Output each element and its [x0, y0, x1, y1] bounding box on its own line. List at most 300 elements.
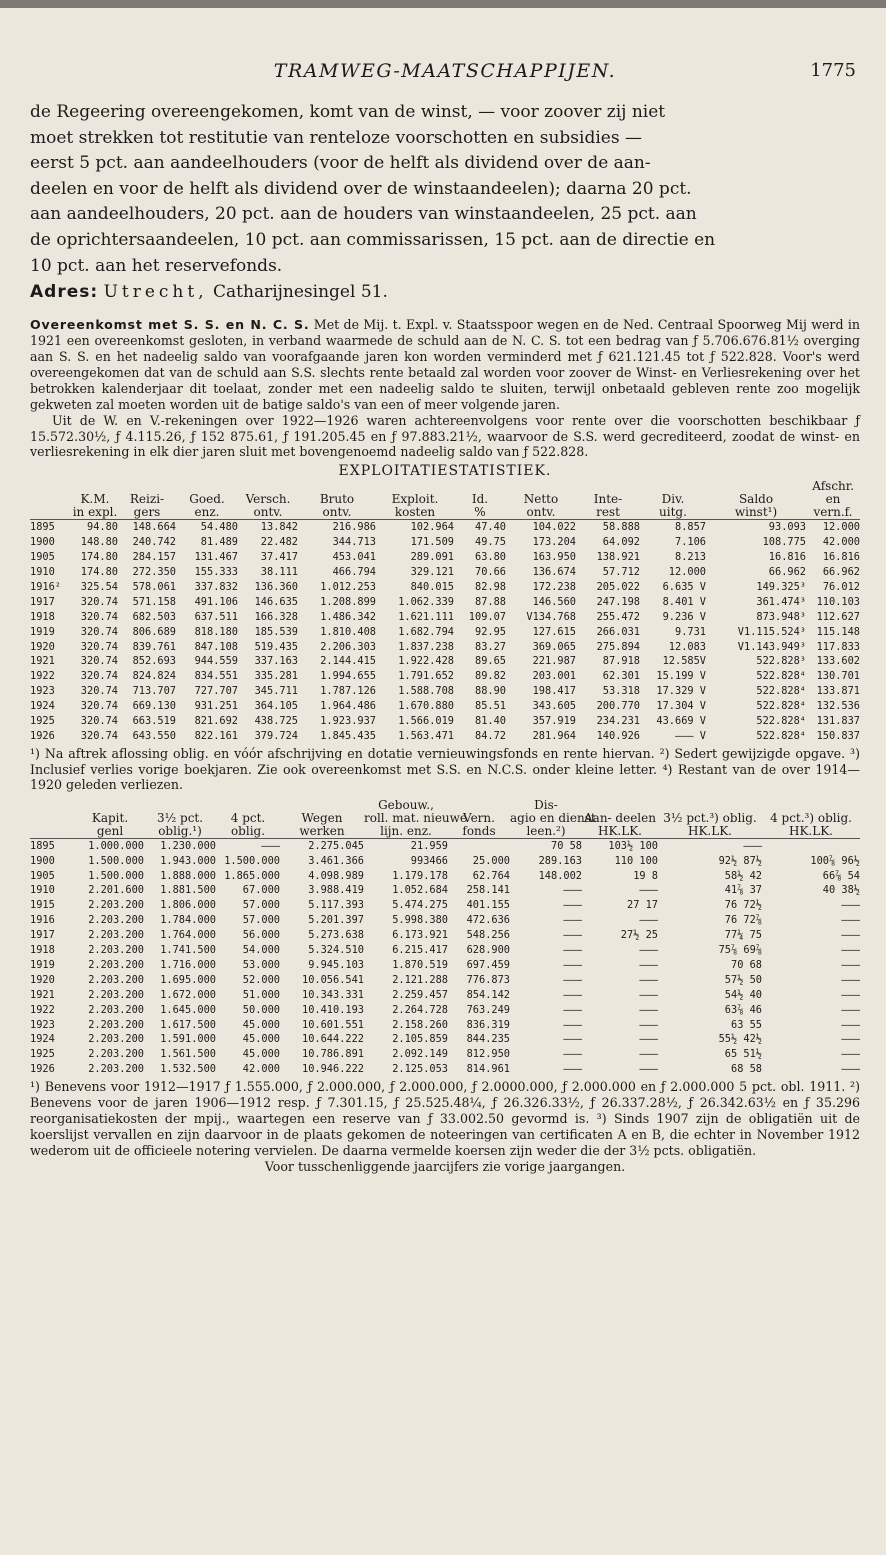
table-cell: 2.203.200 — [88, 914, 144, 927]
table-cell: 131.837 — [816, 715, 861, 728]
table-cell: 93.093 — [768, 521, 806, 534]
table-cell: 10.601.551 — [302, 1018, 364, 1031]
table2-header-cell: genl — [76, 825, 144, 839]
table-cell: 1.865.000 — [224, 869, 280, 882]
table-cell: ——— — [563, 899, 582, 912]
table2-header-cell: 3½ pct.³) oblig. — [663, 810, 757, 825]
table-cell: 45.000 — [242, 1033, 280, 1046]
table1-header-cell — [30, 506, 72, 520]
table-cell: 763.249 — [466, 1003, 510, 1016]
table-cell: 109.07 — [468, 610, 506, 623]
table-cell: 174.80 — [80, 566, 118, 579]
table-cell: 17.329 V — [656, 685, 706, 698]
table-cell: 92½ 87½ — [718, 854, 762, 867]
table-cell: ——— — [563, 944, 582, 957]
table-cell: 812.950 — [466, 1048, 510, 1061]
table-cell: 2.203.200 — [88, 899, 144, 912]
table-cell: 64.092 — [602, 536, 640, 549]
year-cell: 1920 — [30, 640, 55, 653]
table-cell: 320.74 — [80, 730, 118, 742]
table-row — [30, 565, 860, 580]
table1-header-cell: uitg. — [640, 506, 706, 520]
table-cell: 1.588.708 — [398, 685, 454, 698]
address-line — [30, 279, 860, 305]
table-cell: 2.203.200 — [88, 988, 144, 1001]
table-cell: 1.672.000 — [160, 988, 216, 1001]
year-cell: 1921 — [30, 655, 55, 668]
table-cell: ——— — [563, 1048, 582, 1061]
table-cell: 76 72½ — [724, 899, 762, 912]
table-cell: 2.203.200 — [88, 1003, 144, 1016]
table-cell: 1.837.238 — [398, 640, 454, 653]
table-cell: 54.480 — [200, 521, 238, 534]
table-cell: 2.259.457 — [392, 988, 448, 1001]
table-cell: 854.142 — [466, 988, 510, 1001]
table-cell: ——— — [841, 973, 860, 986]
table1-header-cell: vern.f. — [806, 506, 860, 520]
table-row — [30, 610, 860, 625]
table1-header-cell: gers — [118, 506, 176, 520]
intro-paragraph — [30, 100, 860, 279]
table-cell: ——— — [639, 944, 658, 957]
table-cell: ——— — [563, 914, 582, 927]
table-cell: 89.82 — [475, 670, 506, 683]
table-cell: 5.998.380 — [392, 914, 448, 927]
table-cell: 70 58 — [551, 839, 582, 852]
table-cell: 289.091 — [410, 551, 454, 564]
scan-edge — [0, 0, 886, 8]
table-cell: 45.000 — [242, 1048, 280, 1061]
table-cell: ——— — [841, 944, 860, 957]
table-row — [30, 654, 860, 669]
table-cell: 840.015 — [410, 580, 454, 593]
table-cell: 247.198 — [596, 595, 640, 608]
table-cell: 697.459 — [466, 958, 510, 971]
table2-header-cell: 3½ pct. — [156, 810, 204, 825]
table-cell: 836.319 — [466, 1018, 510, 1031]
table2-header-cell: Vern. — [463, 810, 495, 825]
table2-header-cell: HK.LK. — [658, 825, 762, 839]
table-cell: 70 68 — [731, 958, 762, 971]
year-cell: 1924 — [30, 700, 55, 713]
table-cell: ——— — [639, 1003, 658, 1016]
table-cell: ——— — [639, 1033, 658, 1046]
table-cell: 7.106 — [675, 536, 706, 549]
table-cell: 108.775 — [762, 536, 806, 549]
table-cell: 852.693 — [132, 655, 176, 668]
table-cell: 847.108 — [194, 640, 238, 653]
table-cell: ——— — [563, 973, 582, 986]
table1-header-cell: en — [825, 492, 841, 507]
table-cell: 27½ 25 — [620, 929, 658, 942]
table-cell: 258.141 — [466, 884, 510, 897]
table-cell: 320.74 — [80, 670, 118, 683]
table-cell: 19 8 — [633, 869, 658, 882]
table2-header-cell: oblig.¹) — [144, 825, 216, 839]
table-cell: 81.489 — [200, 536, 238, 549]
table2-header-cell: agio en dienst — [510, 810, 596, 825]
table-row — [30, 988, 860, 1003]
table-cell: 466.794 — [332, 566, 376, 579]
year-cell: 1926 — [30, 1063, 55, 1076]
table-cell: 15.199 V — [656, 670, 706, 683]
table-cell: 10.343.331 — [302, 988, 364, 1001]
table-cell: 81.40 — [475, 715, 506, 728]
table2-header-cell — [30, 812, 76, 825]
table1-header-cell: Div. — [661, 492, 685, 507]
table-cell: 67.000 — [242, 884, 280, 897]
table-cell: ——— — [563, 884, 582, 897]
table-cell: 1.500.000 — [88, 854, 144, 867]
table-cell: ——— — [563, 1018, 582, 1031]
table-cell: 63⅞ 46 — [724, 1003, 762, 1016]
table-cell: 58½ 42 — [724, 869, 762, 882]
table-cell: ——— — [841, 914, 860, 927]
table2-header-cell: Wegen — [301, 810, 343, 825]
page-number: 1775 — [810, 60, 856, 81]
table2-header-cell: Aan- deelen — [584, 810, 656, 825]
table2-header-cell — [582, 799, 658, 812]
table-cell: 51.000 — [242, 988, 280, 1001]
agreement-paragraph-2: Uit de W. en V.-rekeningen over 1922—1926 waren achtereenvolgens voor rente over die voorschotten beschikbaar ƒ 15.572.30½, ƒ 4.115.26, ƒ 152 875.61, ƒ 191.205.45 en ƒ 97.883.21½, waarvoor de S.S. werd gecrediteerd, zoodat de winst- en verliesrekening in elk dier jaren sluit met bovengenoemd nadeelig saldo van ƒ 522.828. — [30, 412, 860, 460]
table1-header-cell: ontv. — [506, 506, 576, 520]
table-cell: 148.664 — [132, 521, 176, 534]
agreement-text: Met de Mij. t. Expl. v. Staatsspoor wegen en de Ned. Centraal Spoorweg Mij werd in 1921 een overeenkomst gesloten, in verband waarmede de schuld aan de N. C. S. tot een bedrag van ƒ 5.706.676.81½ overging aan S. S. en het nadeelig saldo van voorafgaande jaren kon worden verminderd met ƒ 621.121.45 tot ƒ 522.828. Voor's werd overeengekomen dat van de schuld aan S.S. slechts rente betaald zal worden voor zoover de Winst- en Verliesrekening over het betrokken kalenderjaar dit toelaat, zonder met een nadeelig saldo te sluiten, terwijl onbetaald gebleven rente zoo mogelijk gekweten zal moeten worden uit de batige saldo's van een of meer volgende jaren. — [30, 317, 860, 412]
table-cell: 62.764 — [472, 869, 510, 882]
table-cell: ——— — [639, 988, 658, 1001]
table-cell: 1.994.655 — [320, 670, 376, 683]
year-cell: 1895 — [30, 839, 55, 852]
table-cell: 320.74 — [80, 625, 118, 638]
table-row — [30, 869, 860, 884]
table2-header-cell: leen.²) — [510, 825, 582, 839]
year-cell: 1916² — [30, 580, 61, 593]
table-row — [30, 1003, 860, 1018]
table-cell: 127.615 — [532, 625, 576, 638]
table-cell: 806.689 — [132, 625, 176, 638]
table-cell: 1.784.000 — [160, 914, 216, 927]
table-cell: 1.787.126 — [320, 685, 376, 698]
table-cell: 8.213 — [675, 551, 706, 564]
table-cell: 57.000 — [242, 899, 280, 912]
address-label: Adres: — [30, 282, 99, 303]
table-row — [30, 898, 860, 913]
table-cell: 38.111 — [260, 566, 298, 579]
table-cell: 1.532.500 — [160, 1063, 216, 1076]
table-cell: 2.203.200 — [88, 958, 144, 971]
table-cell: 53.000 — [242, 958, 280, 971]
table-cell: 70.66 — [475, 566, 506, 579]
table-cell: 10.644.222 — [302, 1033, 364, 1046]
table-cell: 289.163 — [538, 854, 582, 867]
table-cell: 87.918 — [602, 655, 640, 668]
table-cell: 1.764.000 — [160, 929, 216, 942]
table-cell: 16.816 — [768, 551, 806, 564]
table-cell: 519.435 — [254, 640, 298, 653]
year-cell: 1905 — [30, 551, 55, 564]
table-cell: 174.80 — [80, 551, 118, 564]
table-cell: 281.964 — [532, 730, 576, 742]
table-row — [30, 928, 860, 943]
table-cell: 136.674 — [532, 566, 576, 579]
table-cell: 22.482 — [260, 536, 298, 549]
table-cell: 1.566.019 — [398, 715, 454, 728]
table-cell: 325.54 — [80, 580, 118, 593]
table-cell: ——— — [639, 1048, 658, 1061]
table2-header-cell: Kapit. — [91, 810, 129, 825]
table1-header-cell: in expl. — [72, 505, 118, 520]
table-cell: 628.900 — [466, 944, 510, 957]
table-cell: 1.645.000 — [160, 1003, 216, 1016]
table-cell: 320.74 — [80, 715, 118, 728]
table-cell: 578.061 — [132, 580, 176, 593]
table-cell: 335.281 — [254, 670, 298, 683]
table-cell: 3.988.419 — [308, 884, 364, 897]
table-cell: 713.707 — [132, 685, 176, 698]
table1-header-cell: Goed. — [189, 492, 225, 507]
table-cell: 54.000 — [242, 944, 280, 957]
table-cell: 329.121 — [410, 566, 454, 579]
table-cell: 104.022 — [532, 521, 576, 534]
table2-header-cell: oblig. — [216, 825, 280, 839]
table-cell: 103½ 100 — [608, 839, 658, 852]
table-row — [30, 625, 860, 640]
table-cell: 821.692 — [194, 715, 238, 728]
year-cell: 1923 — [30, 1018, 55, 1031]
intro-line: 10 pct. aan het reservefonds. — [30, 255, 283, 276]
table-cell: 272.350 — [132, 566, 176, 579]
table2-header-cell — [30, 825, 76, 839]
table-cell: 834.551 — [194, 670, 238, 683]
table-cell: V1.115.524³ — [737, 625, 806, 638]
table-cell: 337.832 — [194, 580, 238, 593]
intro-line: deelen en voor de helft als dividend over de winstaandeelen); daarna 20 pct. — [30, 178, 692, 199]
table-cell: 10.786.891 — [302, 1048, 364, 1061]
table-cell: 200.770 — [596, 700, 640, 713]
table-cell: 2.203.200 — [88, 1048, 144, 1061]
year-cell: 1905 — [30, 869, 55, 882]
table-cell: 663.519 — [132, 715, 176, 728]
table-cell: ——— — [639, 1063, 658, 1076]
table-cell: 320.74 — [80, 655, 118, 668]
table-cell: 130.701 — [816, 670, 861, 683]
table-cell: 1.617.500 — [160, 1018, 216, 1031]
table-cell: 1.052.684 — [392, 884, 448, 897]
table-cell: 1.741.500 — [160, 944, 216, 957]
table1-header-cell: Inte- — [593, 492, 623, 507]
table-cell: 1.964.486 — [320, 700, 376, 713]
table-row — [30, 1032, 860, 1047]
footer-note: Voor tusschenliggende jaarcijfers zie vorige jaargangen. — [264, 1158, 626, 1174]
table-cell: 66⅞ 54 — [822, 869, 860, 882]
table-row — [30, 520, 860, 535]
table2-header-cell: HK.LK. — [582, 825, 658, 839]
table-cell: 2.206.303 — [320, 640, 376, 653]
table-cell: ——— — [563, 929, 582, 942]
table-cell: 844.235 — [466, 1033, 510, 1046]
table-cell: 140.926 — [596, 730, 640, 742]
table-cell: 155.333 — [194, 566, 238, 579]
table-cell: V134.768 — [526, 610, 576, 623]
table-cell: 1.591.000 — [160, 1033, 216, 1046]
table2-header-row — [30, 825, 860, 839]
table-cell: 2.125.053 — [392, 1063, 448, 1076]
table-cell: 818.180 — [194, 625, 238, 638]
intro-line: de Regeering overeengekomen, komt van de winst, — voor zoover zij niet — [30, 102, 666, 122]
table-cell: 82.98 — [475, 580, 506, 593]
table-cell: V1.143.949³ — [737, 640, 806, 653]
intro-line: eerst 5 pct. aan aandeelhouders (voor de helft als dividend over de aan- — [30, 153, 651, 174]
table-cell: 10.056.541 — [302, 973, 364, 986]
table-cell: 185.539 — [254, 625, 298, 638]
table-cell: ——— — [841, 929, 860, 942]
year-cell: 1920 — [30, 973, 55, 986]
table-row — [30, 943, 860, 958]
table-cell: 6.635 V — [662, 580, 706, 593]
table-cell: 1.870.519 — [392, 958, 448, 971]
table-cell — [448, 838, 510, 853]
table-cell: 669.130 — [132, 700, 176, 713]
capital-table — [30, 799, 860, 1078]
year-cell: 1919 — [30, 958, 55, 971]
table-cell: 12.083 — [668, 640, 706, 653]
table1-header-cell: Id. — [471, 492, 489, 507]
table-cell: ——— — [743, 839, 762, 852]
table-cell: 401.155 — [466, 899, 510, 912]
table-cell: ——— — [841, 958, 860, 971]
table-cell: 1.943.000 — [160, 854, 216, 867]
page-header — [30, 58, 860, 90]
year-cell: 1900 — [30, 854, 55, 867]
table2-header-cell — [144, 799, 216, 812]
table-cell: 52.000 — [242, 973, 280, 986]
table2-header-cell: Gebouw., — [378, 797, 434, 812]
table-cell: 131.467 — [194, 551, 238, 564]
table1-header-cell: Reizi- — [129, 492, 165, 507]
table2-header-cell — [448, 799, 510, 812]
table-cell: 12.000 — [668, 566, 706, 579]
table2-header-cell: roll. mat. nieuwe — [364, 810, 468, 825]
table-cell: 42.000 — [822, 536, 861, 549]
table-row — [30, 973, 860, 988]
table-cell: 2.158.260 — [392, 1018, 448, 1031]
table1-header-cell: Saldo — [738, 492, 774, 507]
table1-header-cell: enz. — [176, 506, 238, 520]
table-row — [30, 595, 860, 610]
table-cell: ——— — [841, 899, 860, 912]
table-cell: ——— — [563, 958, 582, 971]
table-cell: 1.486.342 — [320, 610, 376, 623]
table-cell: 944.559 — [194, 655, 238, 668]
table-cell: 163.950 — [532, 551, 576, 564]
table-cell: 43.669 V — [656, 715, 706, 728]
table-cell: 369.065 — [532, 640, 576, 653]
table-cell: 379.724 — [254, 730, 298, 742]
table-cell: 77¼ 75 — [724, 929, 762, 942]
table-cell: 357.919 — [532, 715, 576, 728]
table-cell: ——— — [261, 839, 280, 852]
table-cell: 37.417 — [260, 551, 298, 564]
table-row — [30, 714, 860, 729]
table2-header-cell — [30, 799, 76, 812]
year-cell: 1918 — [30, 610, 55, 623]
table-row — [30, 640, 860, 655]
table-cell: 166.328 — [254, 610, 298, 623]
table-cell: 25.000 — [472, 854, 510, 867]
table-cell: 682.503 — [132, 610, 176, 623]
year-cell: 1910 — [30, 566, 55, 579]
table-cell: 50.000 — [242, 1003, 280, 1016]
address-city: Utrecht, — [103, 282, 208, 303]
table-cell: 275.894 — [596, 640, 640, 653]
table-cell: 727.707 — [194, 685, 238, 698]
table-cell: 1.881.500 — [160, 884, 216, 897]
table-cell: 149.325³ — [756, 580, 806, 593]
year-cell: 1922 — [30, 670, 55, 683]
table-cell: ——— — [563, 988, 582, 1001]
table-cell: 522.828⁴ — [756, 685, 806, 698]
table-cell: 1.923.937 — [320, 715, 376, 728]
table-cell: 2.203.200 — [88, 1063, 144, 1076]
table-cell: 320.74 — [80, 640, 118, 653]
table-cell: 522.828³ — [756, 655, 806, 668]
table-cell: 132.536 — [816, 700, 861, 713]
table-cell: 522.828⁴ — [756, 730, 806, 742]
table-cell: 2.105.859 — [392, 1033, 448, 1046]
table2-header-cell — [280, 799, 364, 812]
table-cell: 66.962 — [822, 566, 861, 579]
table-cell: 266.031 — [596, 625, 640, 638]
table-cell: 364.105 — [254, 700, 298, 713]
table-cell: 234.231 — [596, 715, 640, 728]
table-cell: 2.203.200 — [88, 973, 144, 986]
table-cell: ——— — [563, 1003, 582, 1016]
table-cell: 1.621.111 — [398, 610, 454, 623]
table-cell: 110.103 — [816, 595, 861, 608]
table-row — [30, 1018, 860, 1033]
table-cell: 4.098.989 — [308, 869, 364, 882]
table-cell: 63 55 — [731, 1018, 762, 1031]
table2-header-cell — [658, 799, 762, 812]
table2-header-cell: Dis- — [534, 797, 558, 812]
table-cell: 5.117.393 — [308, 899, 364, 912]
table-cell: 2.275.045 — [308, 839, 364, 852]
table-cell: 54½ 40 — [724, 988, 762, 1001]
table-cell: 320.74 — [80, 685, 118, 698]
table-cell: 255.472 — [596, 610, 640, 623]
table-cell: 491.106 — [194, 595, 238, 608]
table-cell: 92.95 — [475, 625, 506, 638]
table2-header-cell: 4 pct.³) oblig. — [770, 810, 852, 825]
table2-header-cell: 4 pct. — [230, 810, 266, 825]
table-cell: 171.509 — [410, 536, 454, 549]
table2-notes: ¹) Benevens voor 1912—1917 ƒ 1.555.000, ƒ 2.000.000, ƒ 2.000.000, ƒ 2.0000.000, ƒ 2.000.000 en ƒ 2.000.000 5 pct. obl. 1911. ²) Benevens voor de jaren 1906—1912 resp. ƒ 7.301.15, ƒ 25.525.48¼, ƒ 26.326.33½, ƒ 26.337.28½, ƒ 26.342.63½ en ƒ 35.296 reorganisatiekosten der mpij., waartegen een reserve van ƒ 33.002.50 gevormd is. ³) Sinds 1907 zijn de obligatiën uit de koerslijst vervallen en zijn daarvoor in de plaats gekomen de noteeringen van certificaten A en B, die echter in November 1912 wederom uit de officieele notering vervielen. De daarna vermelde koersen zijn weder die der 3½ pcts. obligatiën. — [30, 1079, 860, 1158]
table-cell: 133.871 — [816, 685, 861, 698]
table-cell: 148.80 — [80, 536, 118, 549]
year-cell: 1925 — [30, 715, 55, 728]
table2-header-cell: fonds — [448, 825, 510, 839]
year-cell: 1924 — [30, 1033, 55, 1046]
table-cell: 65 51½ — [724, 1048, 762, 1061]
table-cell: 49.75 — [475, 536, 506, 549]
table-cell: 1.062.339 — [398, 595, 454, 608]
table-cell: 8.401 V — [662, 595, 706, 608]
table-cell: 117.833 — [816, 640, 861, 653]
table-cell: 1.845.435 — [320, 730, 376, 742]
agreement-paragraph — [30, 317, 860, 412]
table-row — [30, 669, 860, 684]
table1-header-cell: rest — [576, 506, 640, 520]
